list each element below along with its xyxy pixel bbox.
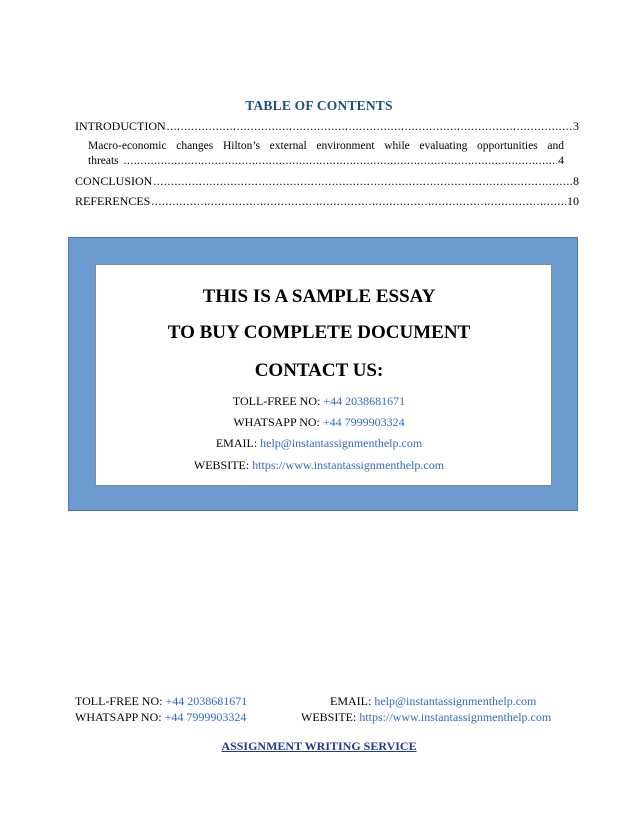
footer-email — [330, 694, 536, 709]
toc-entry-page: 3 — [573, 119, 579, 133]
toc-entry-macro-line1[interactable] — [88, 139, 564, 154]
banner-tollfree-link[interactable]: +44 2038681671 — [323, 394, 406, 408]
toc-entry-page: 4 — [558, 155, 564, 167]
banner-email — [0, 436, 638, 451]
banner-email-link[interactable]: help@instantassignmenthelp.com — [260, 436, 423, 450]
banner-tollfree — [0, 394, 638, 409]
banner-whatsapp-label: WHATSAPP NO: — [233, 415, 320, 429]
banner-website-link[interactable]: https://www.instantassignmenthelp.com — [252, 458, 445, 472]
toc-title: TABLE OF CONTENTS — [245, 98, 393, 113]
banner-email-label: EMAIL: — [215, 436, 258, 450]
toc-word: environment — [316, 140, 375, 152]
banner-website — [0, 458, 638, 473]
banner-whatsapp — [0, 415, 638, 430]
footer-website-link[interactable]: https://www.instantassignmenthelp.com — [359, 710, 552, 724]
footer-whatsapp-link[interactable]: +44 7999903324 — [164, 710, 247, 724]
footer-email-label: EMAIL: — [330, 694, 372, 708]
toc-word: and — [547, 140, 564, 152]
toc-word: changes — [176, 140, 214, 152]
toc-word: evaluating — [419, 140, 468, 152]
toc-entry-label: INTRODUCTION — [75, 119, 166, 133]
footer-website — [301, 710, 551, 725]
toc-entry-page: 10 — [567, 194, 579, 208]
toc-leader-dots — [153, 174, 572, 189]
toc-word: Hilton’s — [222, 140, 260, 152]
banner-whatsapp-link[interactable]: +44 7999903324 — [322, 415, 405, 429]
footer-website-label: WEBSITE: — [301, 710, 357, 724]
toc-leader-dots — [167, 119, 572, 134]
banner-heading-buy: TO BUY COMPLETE DOCUMENT — [167, 322, 471, 343]
banner-website-label: WEBSITE: — [193, 458, 250, 472]
toc-entry-conclusion[interactable] — [75, 174, 579, 189]
toc-entry-macro-line2[interactable] — [88, 154, 564, 169]
banner-tollfree-label: TOLL-FREE NO: — [232, 394, 321, 408]
toc-word: external — [269, 140, 307, 152]
toc-leader-dots — [151, 194, 566, 209]
toc-leader-dots — [124, 154, 558, 169]
toc-entry-page: 8 — [573, 174, 579, 188]
footer-service-link[interactable]: ASSIGNMENT WRITING SERVICE — [221, 739, 417, 753]
toc-entry-label: REFERENCES — [75, 194, 151, 208]
toc-entry-label: CONCLUSION — [75, 174, 153, 188]
toc-entry-introduction[interactable] — [75, 119, 579, 134]
toc-entry-references[interactable] — [75, 194, 579, 209]
footer-whatsapp-label: WHATSAPP NO: — [75, 710, 162, 724]
banner-heading-sample: THIS IS A SAMPLE ESSAY — [202, 286, 436, 307]
footer-tollfree-link[interactable]: +44 2038681671 — [165, 694, 248, 708]
toc-entry-label: threats — [88, 155, 119, 167]
banner-heading-contact: CONTACT US: — [254, 360, 384, 381]
footer-tollfree — [75, 694, 247, 709]
footer-email-link[interactable]: help@instantassignmenthelp.com — [374, 694, 537, 708]
toc-word: while — [384, 140, 410, 152]
toc-word: opportunities — [477, 140, 538, 152]
footer-whatsapp — [75, 710, 246, 725]
toc-word: Macro-economic — [88, 140, 167, 152]
footer-tollfree-label: TOLL-FREE NO: — [75, 694, 163, 708]
